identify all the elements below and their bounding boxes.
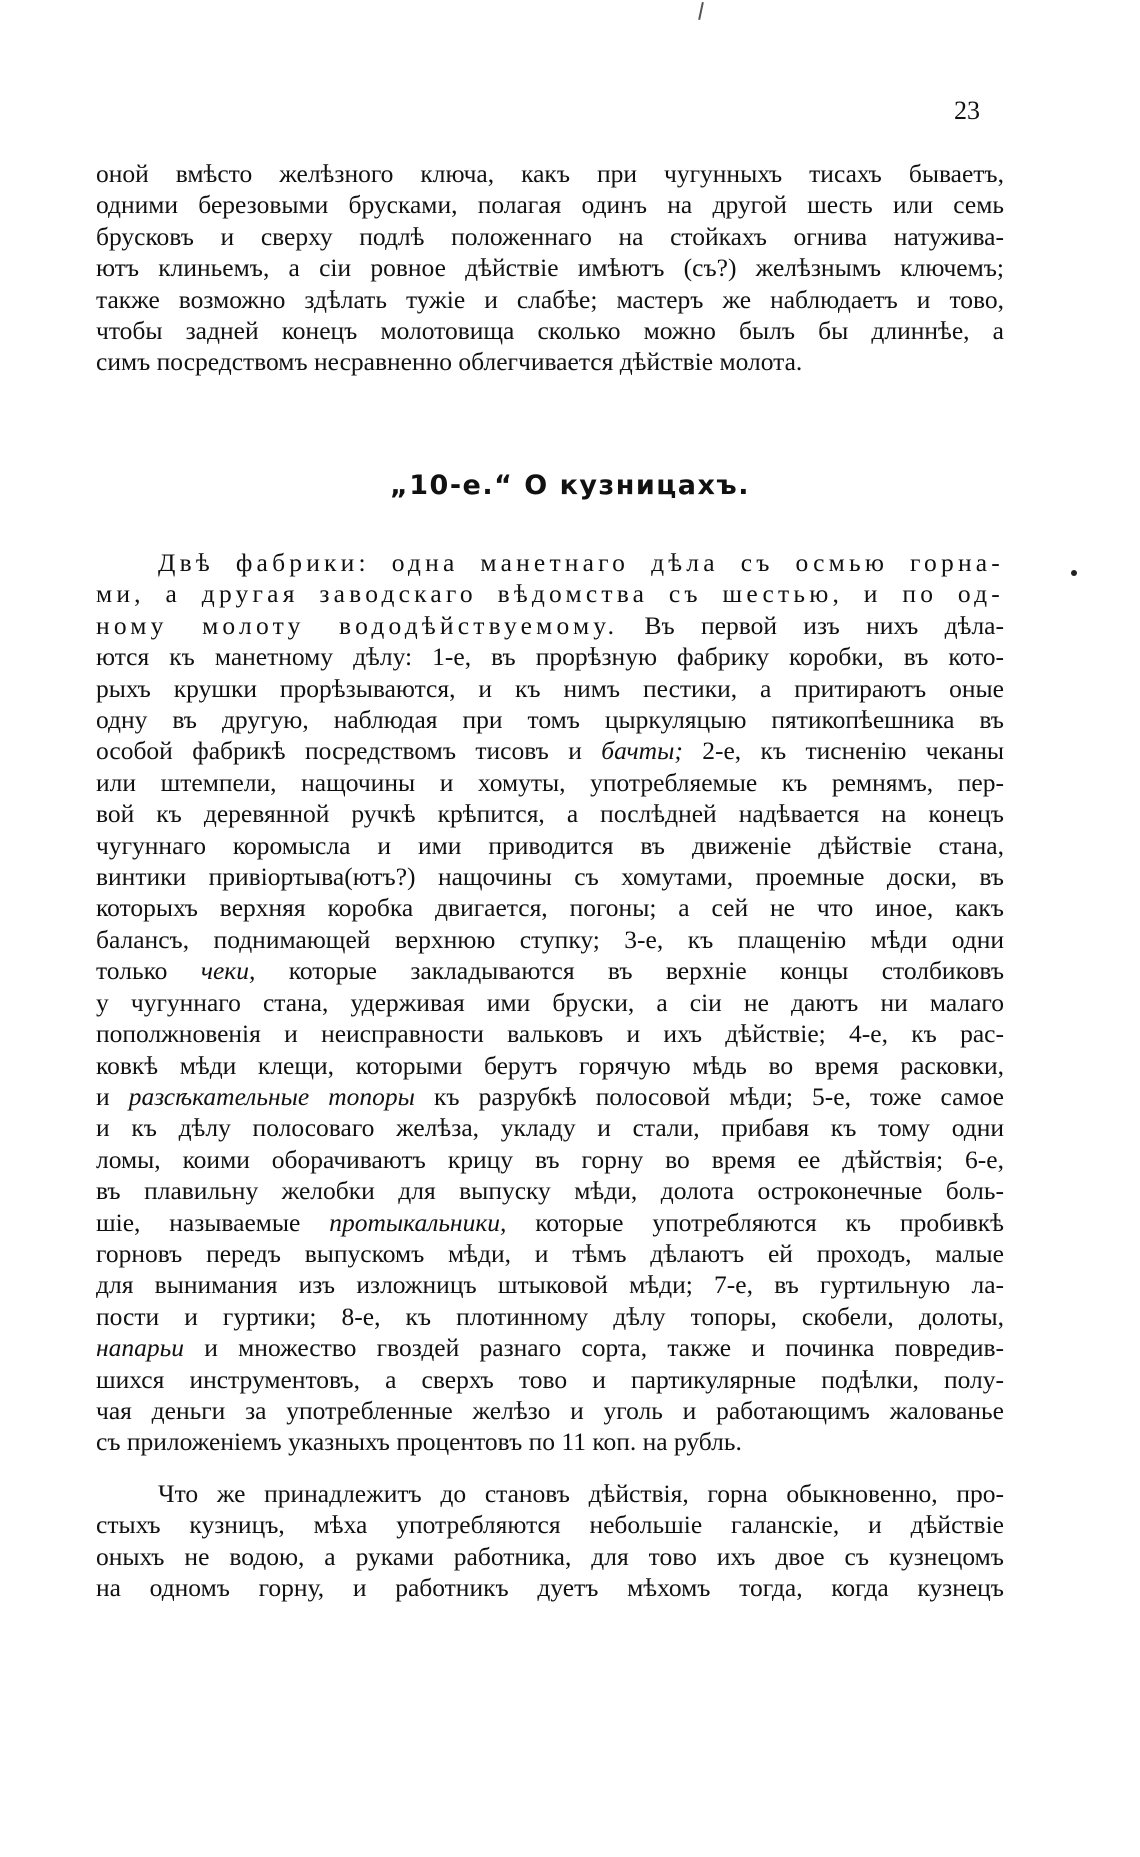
text-line: Что же принадлежитъ до становъ дѣйствія, горна обыкновенно, про- — [158, 1479, 1004, 1508]
text-line: которыхъ верхняя коробка двигается, погоны; а сей не что иное, какъ — [96, 893, 1004, 923]
text-line: одну въ другую, наблюдая при томъ цыркуляцыю пятикопѣешника въ — [96, 705, 1004, 735]
text-line: для вынимания изъ изложницъ штыковой мѣди; 7-е, въ гуртильную ла- — [96, 1270, 1004, 1300]
text-line: и къ дѣлу полосоваго желѣза, укладу и стали, прибавя къ тому одни — [96, 1113, 1004, 1143]
text-line: ми, а другая заводскаго вѣдомства съ шестью, и по од- — [96, 579, 1004, 609]
third-paragraph — [96, 1478, 1004, 1604]
text-line: съ приложеніемъ указныхъ процентовъ по 11 коп. на рубль. — [96, 1427, 742, 1457]
text-run: и множество гвоздей разнаго сорта, также и починка повредив- — [184, 1333, 1004, 1363]
italic-term: разсѣкательные топоры — [128, 1081, 415, 1111]
text-run: которые употребляются къ пробивкѣ — [506, 1207, 1004, 1237]
text-line: въ плавильну желобки для выпуску мѣди, долота остроконечные боль- — [96, 1176, 1004, 1206]
text-line: ковкѣ мѣди клещи, которыми берутъ горячую мѣдь во время расковки, — [96, 1050, 1004, 1080]
text-line — [96, 1081, 1004, 1112]
text-line: брусковъ и сверху подлѣ положеннаго на стойкахъ огнива натужива- — [96, 221, 1004, 251]
text-line: также возможно здѣлать тужіе и слабѣе; мастеръ же наблюдаетъ и тово, — [96, 284, 1004, 314]
italic-term: бачты; — [601, 736, 683, 766]
text-line: горновъ передъ выпускомъ мѣди, и тѣмъ дѣлаютъ ей проходъ, малые — [96, 1238, 1004, 1268]
text-run: только — [96, 956, 201, 986]
margin-tick-mark — [698, 2, 704, 20]
italic-term: чеки, — [200, 956, 256, 986]
text-line: у чугуннаго стана, удерживая ими бруски, а сіи не даютъ ни малаго — [96, 987, 1004, 1017]
text-run: особой фабрикѣ посредствомъ тисовъ и — [96, 736, 602, 766]
text-line: чая деньги за употребленные желѣзо и уголь и работающимъ жалованье — [96, 1395, 1004, 1425]
text-line: ломы, коими оборачиваютъ крицу въ горну во время ее дѣйствія; 6-е, — [96, 1144, 1004, 1174]
text-line: балансъ, поднимающей верхнюю ступку; 3-е, къ плащенію мѣди одни — [96, 924, 1004, 954]
text-line: ются къ манетному дѣлу: 1-е, въ прорѣзную фабрику коробки, въ кото- — [96, 642, 1004, 672]
text-line: винтики привіортыва(ютъ?) нащочины съ хомутами, проемные доски, въ — [96, 862, 1004, 892]
text-run: 2-е, къ тисненію чеканы — [682, 736, 1005, 766]
text-run: и — [96, 1081, 129, 1111]
text-line: симъ посредствомъ несравненно облегчивается дѣйствіе молота. — [96, 347, 803, 377]
text-line: пости и гуртики; 8-е, къ плотинному дѣлу топоры, скобели, долоты, — [96, 1301, 1004, 1331]
italic-term: напарьи — [96, 1333, 185, 1363]
text-run: которые закладываются въ верхніе концы столбиковъ — [255, 956, 1005, 986]
text-run: шіе, называемые — [96, 1207, 330, 1237]
text-line: чугуннаго коромысла и ими приводится въ движеніе дѣйствіе стана, — [96, 830, 1004, 860]
text-line — [96, 955, 1004, 986]
text-line — [96, 610, 1004, 641]
text-line: пополжновенія и неисправности вальковъ и ихъ дѣйствіе; 4-е, къ рас- — [96, 1019, 1004, 1049]
text-line: одними березовыми брусками, полагая одинъ на другой шесть или семь — [96, 190, 1004, 220]
text-run: къ разрубкѣ полосовой мѣди; 5-е, тоже самое — [414, 1081, 1004, 1111]
spaced-text: ному молоту вододѣйствуемому. — [96, 610, 619, 640]
text-line: вой къ деревянной ручкѣ крѣпится, а послѣдней надѣвается на конецъ — [96, 799, 1004, 829]
text-line: чтобы задней конецъ молотовища сколько можно былъ бы длиннѣе, а — [96, 316, 1004, 346]
text-line — [96, 1207, 1004, 1238]
section-heading: „10-е.“ О кузницахъ. — [390, 470, 750, 501]
text-line: или штемпели, нащочины и хомуты, употребляемые къ ремнямъ, пер- — [96, 767, 1004, 797]
text-line — [96, 735, 1004, 766]
text-line — [96, 1332, 1004, 1363]
italic-term: протыкальники, — [329, 1207, 507, 1237]
text-line: Двѣ фабрики: одна манетнаго дѣла съ осмью горна- — [158, 548, 1004, 577]
top-paragraph — [96, 158, 1004, 378]
text-line: рыхъ крушки прорѣзываются, и къ нимъ пестики, а притираютъ оные — [96, 673, 1004, 703]
text-line: на одномъ горну, и работникъ дуетъ мѣхомъ тогда, когда кузнецъ — [96, 1573, 1004, 1603]
second-paragraph — [96, 547, 1004, 1458]
text-line: оной вмѣсто желѣзного ключа, какъ при чугунныхъ тисахъ бываетъ, — [96, 159, 1004, 188]
page-number: 23 — [954, 96, 980, 125]
text-run: Въ первой изъ нихъ дѣла- — [618, 610, 1004, 640]
margin-dot-mark — [1071, 570, 1077, 576]
text-line: оныхъ не водою, а руками работника, для тово ихъ двое съ кузнецомъ — [96, 1541, 1004, 1571]
text-line: ютъ клиньемъ, а сіи ровное дѣйствіе имѣютъ (съ?) желѣзнымъ ключемъ; — [96, 253, 1004, 283]
text-line: шихся инструментовъ, а сверхъ тово и партикулярные подѣлки, полу- — [96, 1364, 1004, 1394]
text-line: стыхъ кузницъ, мѣха употребляются небольшіе галанскіе, и дѣйствіе — [96, 1510, 1004, 1540]
